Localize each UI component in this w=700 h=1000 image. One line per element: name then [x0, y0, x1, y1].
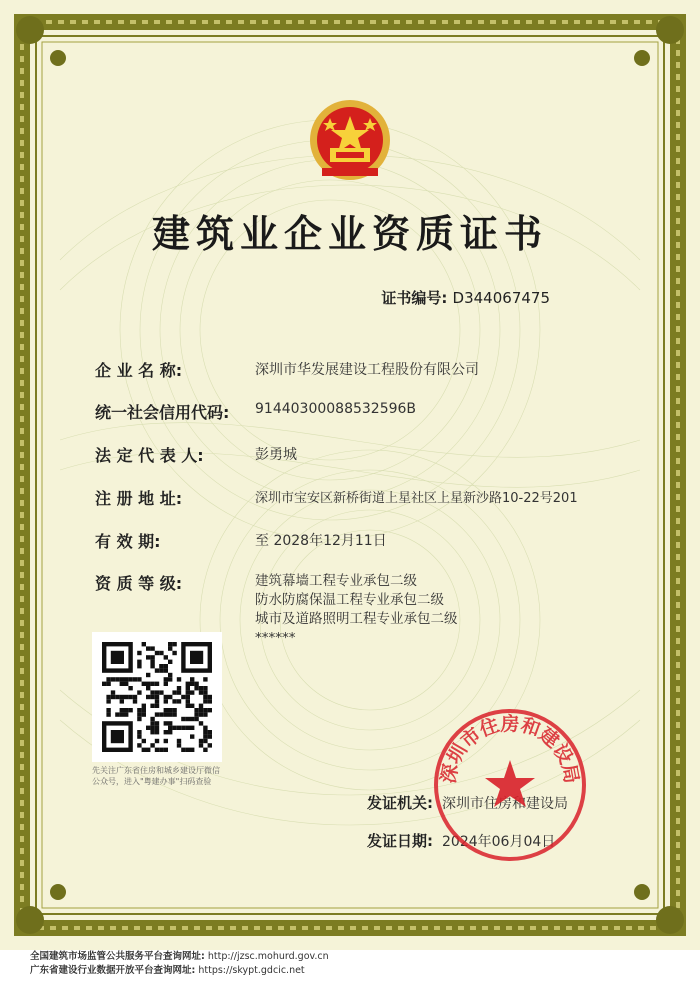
qr-module: [111, 695, 115, 699]
qr-module: [150, 695, 154, 699]
qr-module: [177, 677, 181, 681]
certificate-title: 建筑业企业资质证书: [151, 211, 548, 256]
qr-module: [203, 712, 207, 716]
company-name-label: 企 业 名 称:: [95, 361, 183, 380]
qr-module: [150, 660, 154, 664]
qr-module: [115, 677, 119, 681]
qr-module: [199, 686, 203, 690]
qr-module: [150, 655, 154, 659]
qr-module: [128, 677, 132, 681]
qr-module: [120, 695, 124, 699]
qr-module: [124, 682, 128, 686]
qr-code-image: [92, 632, 222, 762]
qr-module: [106, 708, 110, 712]
qr-module: [120, 677, 124, 681]
qr-module: [128, 695, 132, 699]
footer-line-2-label: 广东省建设行业数据开放平台查询网址:: [30, 965, 196, 976]
qr-module: [137, 708, 141, 712]
validity-label: 有 效 期:: [95, 532, 161, 551]
qr-module: [168, 646, 172, 650]
qr-module: [203, 730, 207, 734]
qr-module: [124, 677, 128, 681]
qualification-level-label: 资 质 等 级:: [95, 574, 183, 593]
qr-module: [137, 677, 141, 681]
registered-address-value: 深圳市宝安区新桥街道上星社区上星新沙路10-22号201: [255, 491, 578, 506]
qr-module: [164, 708, 168, 712]
qr-module: [150, 690, 154, 694]
qr-module: [133, 677, 137, 681]
qr-module: [164, 712, 168, 716]
qr-module: [142, 704, 146, 708]
qr-module: [137, 730, 141, 734]
qr-module: [124, 695, 128, 699]
qr-module: [146, 686, 150, 690]
qr-module: [190, 677, 194, 681]
qr-module: [199, 708, 203, 712]
qr-module: [164, 748, 168, 752]
qr-module: [172, 690, 176, 694]
certificate-number-value: D344067475: [452, 289, 550, 307]
qr-module: [203, 690, 207, 694]
credit-code-value: 91440300088532596B: [255, 401, 417, 417]
qr-module: [155, 730, 159, 734]
qr-module: [194, 682, 198, 686]
qr-module: [115, 712, 119, 716]
qr-module: [164, 664, 168, 668]
qr-module: [164, 721, 168, 725]
registered-address-label: 注 册 地 址:: [95, 489, 183, 508]
qr-module: [137, 660, 141, 664]
qr-module: [142, 739, 146, 743]
qr-module: [155, 712, 159, 716]
qr-module: [208, 734, 212, 738]
footer-line-1: [30, 948, 329, 962]
qr-module: [155, 682, 159, 686]
qr-module: [194, 686, 198, 690]
qr-module: [111, 690, 115, 694]
national-emblem: [310, 100, 390, 180]
qr-module: [124, 712, 128, 716]
qr-module: [155, 695, 159, 699]
qr-module: [208, 743, 212, 747]
qr-module: [203, 699, 207, 703]
qr-module: [203, 708, 207, 712]
qr-module: [177, 726, 181, 730]
legal-representative-value: 彭勇城: [255, 447, 297, 463]
qr-module: [142, 682, 146, 686]
qr-module: [106, 682, 110, 686]
qr-module: [168, 708, 172, 712]
qr-module: [168, 642, 172, 646]
qr-module: [203, 695, 207, 699]
qr-module: [120, 712, 124, 716]
qr-module: [208, 699, 212, 703]
legal-representative-label: 法 定 代 表 人:: [95, 446, 204, 465]
official-seal: [430, 705, 590, 865]
qr-module: [172, 726, 176, 730]
qr-module: [159, 690, 163, 694]
footer-line-1-url[interactable]: http://jzsc.mohurd.gov.cn: [207, 951, 329, 962]
qualification-list: [255, 572, 458, 648]
certificate-number: [381, 287, 550, 308]
issuer-value: 深圳市住房和建设局: [442, 796, 568, 812]
qualification-item: 城市及道路照明工程专业承包二级: [255, 611, 458, 627]
qr-module: [164, 695, 168, 699]
qr-module: [146, 695, 150, 699]
qr-module: [177, 739, 181, 743]
qr-module: [203, 726, 207, 730]
qr-module: [168, 695, 172, 699]
qr-module: [106, 699, 110, 703]
qr-module: [146, 673, 150, 677]
qr-module: [164, 730, 168, 734]
qr-module: [168, 721, 172, 725]
qr-module: [111, 677, 115, 681]
qr-module: [159, 668, 163, 672]
qr-module: [186, 690, 190, 694]
qr-module: [155, 726, 159, 730]
qr-module: [137, 651, 141, 655]
qr-module: [177, 686, 181, 690]
qr-module: [146, 646, 150, 650]
qr-module: [137, 712, 141, 716]
qr-module: [133, 699, 137, 703]
qr-module: [150, 717, 154, 721]
qr-module: [142, 708, 146, 712]
qr-module: [150, 730, 154, 734]
qr-module: [155, 704, 159, 708]
qr-module: [150, 726, 154, 730]
qualification-item: 建筑幕墙工程专业承包二级: [255, 573, 417, 589]
qr-module: [172, 699, 176, 703]
qr-module: [172, 712, 176, 716]
qr-module: [208, 695, 212, 699]
qr-module: [150, 704, 154, 708]
qr-module: [164, 699, 168, 703]
qr-module: [106, 695, 110, 699]
qr-module: [155, 668, 159, 672]
qr-module: [190, 726, 194, 730]
qr-module: [128, 686, 132, 690]
qr-module: [155, 690, 159, 694]
qr-module: [203, 677, 207, 681]
qr-finder-pattern: [111, 730, 124, 743]
qr-module: [186, 748, 190, 752]
company-name-value: 深圳市华发展建设工程股份有限公司: [255, 362, 479, 378]
qr-caption: 先关注广东省住房和城乡建设厅微信公众号，进入"粤建办事"扫码查验: [92, 766, 220, 786]
certificate-number-label: 证书编号:: [381, 289, 448, 307]
validity-value: 至 2028年12月11日: [255, 533, 387, 549]
qr-module: [199, 704, 203, 708]
qr-module: [150, 721, 154, 725]
qr-module: [106, 712, 110, 716]
issue-date-label: 发证日期:: [367, 832, 433, 850]
qr-module: [186, 717, 190, 721]
qr-module: [164, 739, 168, 743]
qr-module: [120, 699, 124, 703]
qr-module: [168, 660, 172, 664]
qr-module: [177, 743, 181, 747]
qr-module: [155, 651, 159, 655]
qr-module: [146, 748, 150, 752]
qr-finder-pattern: [190, 651, 203, 664]
qr-module: [146, 655, 150, 659]
qr-module: [190, 682, 194, 686]
qr-module: [190, 748, 194, 752]
qr-module: [159, 664, 163, 668]
qr-module: [124, 708, 128, 712]
qr-module: [164, 668, 168, 672]
qr-module: [186, 726, 190, 730]
qr-module: [159, 651, 163, 655]
footer-line-2-url[interactable]: https://skypt.gdcic.net: [198, 965, 305, 976]
qr-module: [199, 721, 203, 725]
qr-module: [142, 712, 146, 716]
qr-module: [155, 748, 159, 752]
qr-module: [164, 677, 168, 681]
qr-module: [186, 704, 190, 708]
qualification-item: 防水防腐保温工程专业承包二级: [255, 592, 444, 608]
footer-line-1-label: 全国建筑市场监管公共服务平台查询网址:: [30, 951, 205, 962]
qr-module: [203, 739, 207, 743]
qr-module: [115, 695, 119, 699]
qr-module: [186, 695, 190, 699]
qr-module: [142, 748, 146, 752]
qr-module: [168, 677, 172, 681]
seal-text: 深圳市住房和建设局: [437, 712, 583, 786]
qr-module: [190, 690, 194, 694]
qr-module: [137, 664, 141, 668]
qr-module: [199, 743, 203, 747]
qr-module: [190, 717, 194, 721]
footer-line-2: [30, 962, 305, 976]
qr-module: [150, 646, 154, 650]
qr-finder-pattern: [111, 651, 124, 664]
qr-module: [177, 699, 181, 703]
qr-module: [186, 699, 190, 703]
qr-module: [172, 708, 176, 712]
qr-module: [181, 695, 185, 699]
qualification-item: ******: [255, 630, 296, 646]
qr-module: [150, 664, 154, 668]
qr-module: [181, 717, 185, 721]
qr-module: [190, 734, 194, 738]
issue-date-value: 2024年06月04日: [442, 834, 556, 850]
issuer-label: 发证机关:: [367, 794, 433, 812]
qr-module: [203, 748, 207, 752]
qr-module: [199, 690, 203, 694]
qr-module: [177, 690, 181, 694]
qr-module: [164, 655, 168, 659]
qr-module: [106, 677, 110, 681]
qr-module: [150, 743, 154, 747]
qr-module: [168, 726, 172, 730]
qr-module: [199, 712, 203, 716]
credit-code-label: 统一社会信用代码:: [95, 403, 230, 422]
qr-module: [137, 743, 141, 747]
qr-module: [120, 708, 124, 712]
qr-module: [172, 642, 176, 646]
qr-module: [102, 682, 106, 686]
qr-module: [146, 726, 150, 730]
qr-module: [181, 748, 185, 752]
qr-module: [155, 739, 159, 743]
qr-module: [194, 708, 198, 712]
qr-module: [159, 712, 163, 716]
qr-module: [133, 695, 137, 699]
qr-module: [168, 712, 172, 716]
qr-module: [203, 734, 207, 738]
qr-module: [159, 748, 163, 752]
qr-module: [137, 717, 141, 721]
qr-module: [190, 704, 194, 708]
qr-module: [199, 739, 203, 743]
qr-module: [120, 682, 124, 686]
qr-module: [128, 708, 132, 712]
qr-module: [155, 699, 159, 703]
qr-module: [186, 682, 190, 686]
qr-module: [168, 730, 172, 734]
qr-module: [150, 682, 154, 686]
qr-module: [203, 686, 207, 690]
qr-module: [181, 726, 185, 730]
qr-module: [194, 717, 198, 721]
qr-code: [92, 632, 222, 762]
qr-module: [168, 673, 172, 677]
qr-module: [186, 686, 190, 690]
qr-module: [146, 682, 150, 686]
qr-module: [194, 712, 198, 716]
qr-module: [172, 651, 176, 655]
qr-module: [137, 690, 141, 694]
qr-module: [164, 682, 168, 686]
qr-module: [208, 730, 212, 734]
qr-module: [137, 734, 141, 738]
qr-module: [155, 721, 159, 725]
qr-module: [208, 708, 212, 712]
qr-module: [142, 642, 146, 646]
